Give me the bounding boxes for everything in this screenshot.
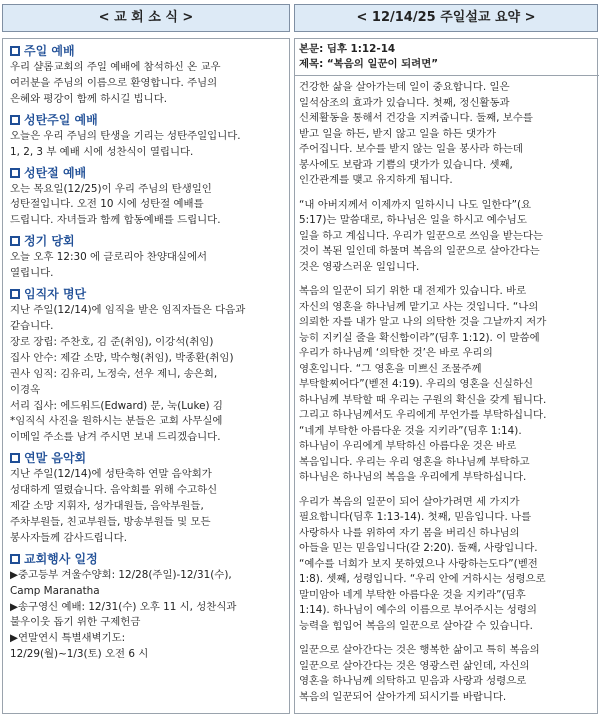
news-section-title-text: 연말 음악회	[24, 451, 87, 466]
sermon-line: 신체활동을 통해서 건강을 지켜줍니다. 둘째, 보수를	[299, 112, 533, 124]
news-section-body	[10, 568, 289, 663]
sermon-line: 아들을 믿는 믿음입니다(갈 2:20). 둘째, 사랑입니다.	[299, 542, 538, 554]
sermon-paragraph	[299, 495, 595, 635]
news-section-title	[10, 451, 289, 466]
sermon-line: 자신의 영혼을 하나님께 맡기고 사는 것입니다. “나의	[299, 300, 539, 313]
news-section-title	[10, 113, 289, 128]
sermon-body	[299, 80, 595, 705]
news-line: 제갈 소망 지휘자, 성가대원들, 음악부원들,	[10, 500, 204, 513]
sermon-content	[299, 42, 595, 714]
sermon-line: “네게 부탁한 아름다운 것을 지키라”(딤후 1:14).	[299, 424, 522, 437]
news-section-body	[10, 303, 289, 446]
sermon-line: 것은 영광스러운 일입니다.	[299, 260, 420, 273]
news-line: ▶중고등부 겨울수양회: 12/28(주일)-12/31(수),	[10, 568, 232, 581]
sermon-line: 일을 하고 계십니다. 우리가 일꾼으로 쓰임을 받는다는	[299, 229, 543, 242]
sermon-paragraph	[299, 80, 595, 189]
news-section	[10, 44, 289, 108]
church-news-content	[10, 42, 289, 668]
church-news-panel	[2, 38, 290, 714]
sermon-line: 영혼을 하나님께 의탁하고 믿음과 사랑과 성령으로	[299, 675, 527, 687]
news-line: Camp Maranatha	[10, 584, 100, 597]
sermon-line: 복음입니다. 우리는 우리 영혼을 하나님께 부탁하고	[299, 455, 530, 468]
news-line: 오는 목요일(12/25)이 우리 주님의 탄생일인	[10, 182, 212, 195]
sermon-paragraph	[299, 284, 595, 486]
square-bullet-icon	[10, 554, 20, 564]
news-section-title	[10, 287, 289, 302]
sermon-line: 우리가 복음의 일꾼이 되어 살아가려면 세 가지가	[299, 495, 520, 508]
sermon-line: 의뢰한 자를 내가 알고 나의 의탁한 것을 그날까지 저가	[299, 316, 547, 328]
news-section	[10, 234, 289, 282]
news-section-title	[10, 234, 289, 249]
news-line: 열립니다.	[10, 267, 54, 280]
sermon-line: 그리고 하나님께서도 우리에게 무언가를 부탁하십니다.	[299, 409, 547, 421]
news-section-body	[10, 60, 289, 108]
sermon-line: 건강한 삶을 살아가는데 일이 중요합니다. 일은	[299, 81, 510, 93]
news-line: 이메일 주소를 남겨 주시면 보내 드리겠습니다.	[10, 431, 221, 444]
news-section-title	[10, 166, 289, 181]
square-bullet-icon	[10, 46, 20, 56]
sermon-paragraph	[299, 198, 595, 276]
sermon-line: 복음의 일꾼이 되기 위한 대 전제가 있습니다. 바로	[299, 285, 527, 297]
news-section	[10, 287, 289, 446]
church-news-banner: < 교 회 소 식 >	[2, 4, 290, 32]
sermon-line: “내 아버지께서 이제까지 일하시니 나도 일한다”(요	[299, 198, 532, 211]
news-line: 주차부원들, 친교부원들, 방송부원들 및 모든	[10, 515, 211, 528]
news-line: 이경옥	[10, 383, 41, 396]
news-line: 지난 주일(12/14)에 임직을 받은 임직자들은 다음과	[10, 304, 246, 317]
sermon-line: 말미암아 네게 부탁한 아름다운 것을 지키라”(딤후	[299, 588, 526, 601]
square-bullet-icon	[10, 453, 20, 463]
news-section-title	[10, 552, 289, 567]
sermon-line: “예수를 너희가 보지 못하였으나 사랑하는도다”(벧전	[299, 557, 538, 570]
news-line: *임직식 사진을 원하시는 분들은 교회 사무실에	[10, 415, 223, 428]
news-line: 1, 2, 3 부 예배 시에 성찬식이 열립니다.	[10, 145, 194, 158]
news-section-title-text: 교회행사 일정	[24, 551, 98, 566]
square-bullet-icon	[10, 289, 20, 299]
sermon-passage: 본문: 딤후 1:12-14	[299, 43, 396, 55]
news-line: 서리 집사: 에드워드(Edward) 문, 눅(Luke) 김	[10, 399, 223, 412]
sermon-summary-banner: < 12/14/25 주일설교 요약 >	[294, 4, 598, 32]
news-section-title	[10, 44, 289, 59]
news-line: 장로 장립: 주찬호, 김 준(취임), 이강석(취임)	[10, 335, 214, 348]
sermon-line: 일꾼으로 살아간다는 것은 영광스런 삶인데, 자신의	[299, 659, 530, 672]
sermon-line: 필요합니다(딤후 1:13-14). 첫째, 믿음입니다. 나를	[299, 511, 532, 523]
news-section-body	[10, 129, 289, 161]
sermon-line: 하나님께 부탁할 때 우리는 구원의 확신을 갖게 됩니다.	[299, 393, 547, 406]
sermon-line: 주어집니다. 보수를 받지 않는 일을 봉사라 하는데	[299, 143, 523, 155]
news-section-title-text: 주일 예배	[24, 44, 75, 58]
news-line: 12/29(월)~1/3(토) 오전 6 시	[10, 648, 149, 661]
square-bullet-icon	[10, 168, 20, 178]
news-line: 여러분을 주님의 이름으로 환영합니다. 주님의	[10, 76, 218, 89]
sermon-line: 하나님이 우리에게 부탁하신 아름다운 것은 바로	[299, 440, 517, 452]
news-section-body	[10, 250, 289, 282]
sermon-line: 우리가 하나님께 ‘의탁한 것’은 바로 우리의	[299, 347, 493, 359]
news-section	[10, 552, 289, 663]
sermon-line: 사랑하사 나를 위하여 자기 몸을 버리신 하나님의	[299, 526, 520, 539]
sermon-line: 능히 지키실 줄을 확신함이라”(딤후 1:12). 이 말씀에	[299, 331, 540, 344]
sermon-line: 1:8). 셋째, 성령입니다. “우리 안에 거하시는 성령으로	[299, 573, 546, 585]
news-line: 오늘 오후 12:30 에 글로리아 찬양대실에서	[10, 251, 208, 264]
sermon-line: 것이 복된 일인데 하물며 복음의 일꾼으로 살아간다는	[299, 245, 540, 257]
sermon-paragraph	[299, 643, 595, 705]
news-line: 성탄절입니다. 오전 10 시에 성탄절 예배를	[10, 198, 204, 211]
news-section-title-text: 성탄절 예배	[24, 165, 87, 180]
news-section-body	[10, 467, 289, 547]
news-line: ▶송구영신 예배: 12/31(수) 오후 11 시, 성찬식과	[10, 600, 237, 613]
sermon-line: 1:14). 하나님이 예수의 이름으로 부어주시는 성령의	[299, 604, 537, 616]
news-section	[10, 113, 289, 161]
sermon-line: 영혼입니다. “그 영혼을 미쁘신 조물주께	[299, 362, 482, 375]
news-line: ▶연말연시 특별새벽기도:	[10, 632, 126, 645]
news-section-body	[10, 182, 289, 230]
square-bullet-icon	[10, 236, 20, 246]
news-line: 봉사자들께 감사드립니다.	[10, 531, 128, 544]
sermon-line: 받고 일을 하든, 받지 않고 일을 하든 댓가가	[299, 127, 497, 140]
news-line: 같습니다.	[10, 319, 54, 332]
sermon-line: 하나님은 하나님의 복음을 우리에게 부탁하십니다.	[299, 471, 527, 483]
news-line: 성대하게 열렸습니다. 음악회를 위해 수고하신	[10, 484, 218, 497]
news-section-title-text: 성탄주일 예배	[24, 112, 98, 127]
news-line: 은혜와 평강이 함께 하시길 빕니다.	[10, 92, 168, 105]
sermon-line: 5:17)는 말씀대로, 하나님은 일을 하시고 예수님도	[299, 214, 527, 226]
news-line: 지난 주일(12/14)에 성탄축하 연말 음악회가	[10, 468, 212, 481]
news-line: 드립니다. 자녀들과 함께 합동예배를 드립니다.	[10, 214, 221, 227]
news-line: 권사 임직: 김유리, 노정숙, 선우 제니, 송은희,	[10, 367, 218, 380]
news-line: 우리 샬롬교회의 주일 예배에 참석하신 온 교우	[10, 61, 221, 73]
news-section	[10, 451, 289, 547]
sermon-line: 일꾼으로 살아간다는 것은 행복한 삶이고 특히 복음의	[299, 644, 540, 656]
news-section	[10, 166, 289, 230]
sermon-title: 제목: “복음의 일꾼이 되려면”	[299, 58, 439, 70]
sermon-line: 봉사에도 보람과 기쁨의 댓가가 있습니다. 셋째,	[299, 158, 513, 171]
sermon-header-divider	[295, 75, 599, 76]
sermon-line: 복음의 일꾼되어 살아가게 되시기를 바랍니다.	[299, 690, 507, 703]
sermon-line: 능력을 힘입어 복음의 일꾼으로 살아갈 수 있습니다.	[299, 619, 533, 632]
news-section-title-text: 정기 당회	[24, 234, 75, 249]
sermon-line: 인간관계를 맺고 유지하게 됩니다.	[299, 174, 453, 186]
sermon-line: 일석삼조의 효과가 있습니다. 첫째, 정신활동과	[299, 96, 510, 109]
news-section-title-text: 임직자 명단	[24, 287, 87, 302]
news-line: 오늘은 우리 주님의 탄생을 기리는 성탄주일입니다.	[10, 129, 241, 142]
news-line: 집사 안수: 제갈 소망, 박수형(취임), 박종환(취임)	[10, 351, 234, 364]
sermon-line: 부탁할찌어다”(벧전 4:19). 우리의 영혼을 신실하신	[299, 378, 534, 390]
sermon-summary-panel	[294, 38, 598, 714]
square-bullet-icon	[10, 115, 20, 125]
news-line: 불우이웃 돕기 위한 구제헌금	[10, 616, 141, 629]
